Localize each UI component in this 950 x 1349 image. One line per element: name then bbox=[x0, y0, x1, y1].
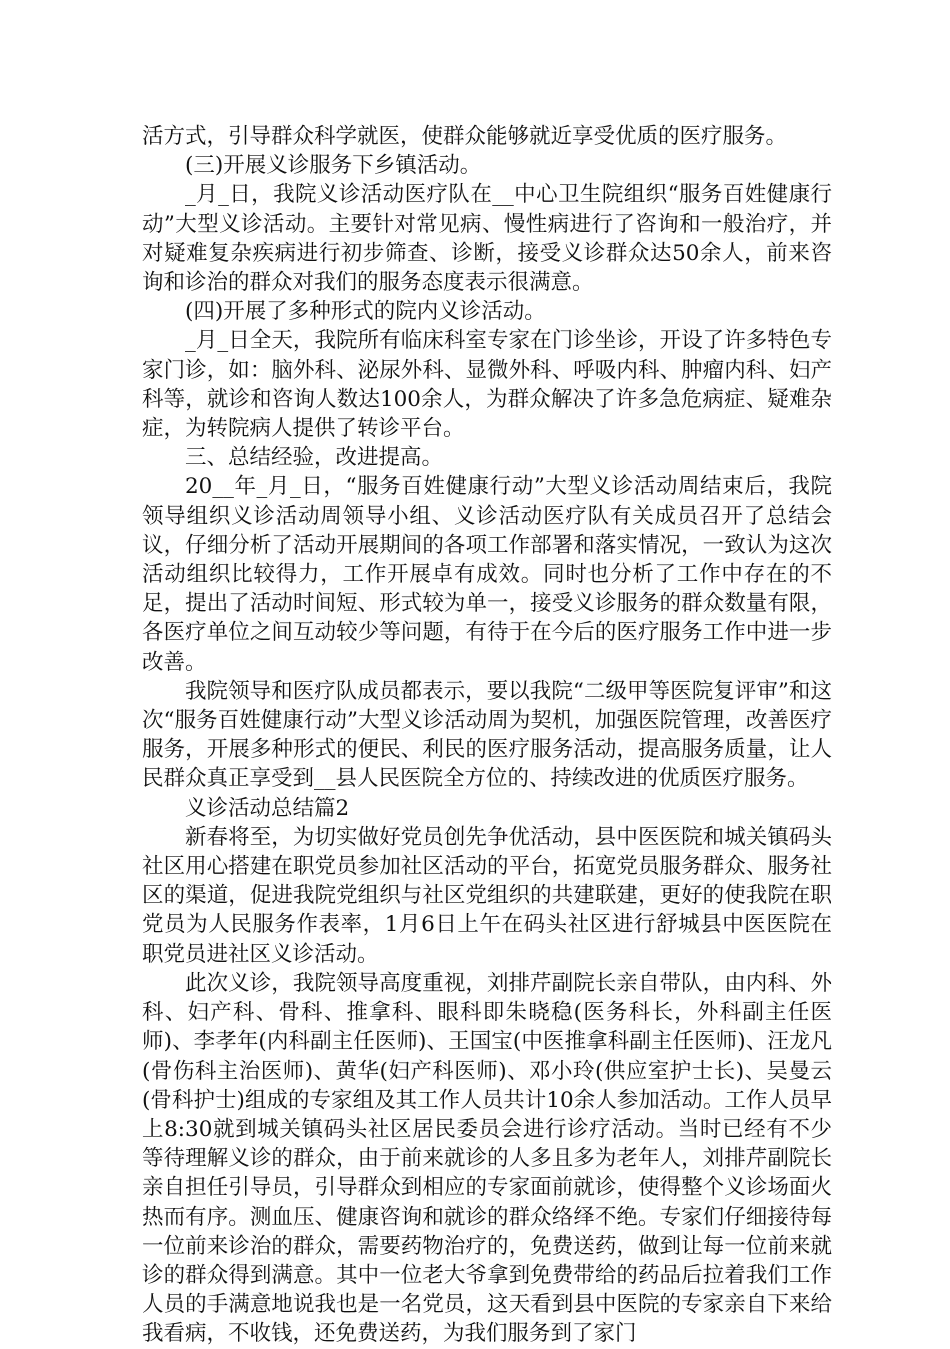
heading-hospital-clinic: (四)开展了多种形式的院内义诊活动。 bbox=[185, 299, 546, 325]
paragraph-continuation: 活方式，引导群众科学就医，使群众能够就近享受优质的医疗服务。 bbox=[142, 124, 788, 149]
document-body bbox=[142, 122, 832, 1349]
paragraph-summary-meeting: 20__年_月_日，“服务百姓健康行动”大型义诊活动周结束后，我院领导组织义诊活动周领导小组、义诊活动医疗队有关成员召开了总结会议，仔细分析了活动开展期间的各项工作部署和落实情况，一致认为这次活动组织比较得力，工作开展卓有成效。同时也分析了工作中存在的不足，提出了活动时间短、形式较为单一，接受义诊服务的群众数量有限，各医疗单位之间互动较少等问题，有待于在今后的医疗服务工作中进一步改善。 bbox=[142, 474, 832, 675]
heading-summary: 三、总结经验，改进提高。 bbox=[185, 445, 444, 471]
paragraph-leadership: 我院领导和医疗队成员都表示，要以我院“二级甲等医院复评审”和这次“服务百姓健康行动”大型义诊活动周为契机，加强医院管理，改善医疗服务，开展多种形式的便民、利民的医疗服务活动，提高服务质量，让人民群众真正享受到__县人民医院全方位的、持续改进的优质医疗服务。 bbox=[142, 678, 832, 792]
paragraph-hospital-clinic: _月_日全天，我院所有临床科室专家在门诊坐诊，开设了许多特色专家门诊，如：脑外科、泌尿外科、显微外科、呼吸内科、肿瘤内科、妇产科等，就诊和咨询人数达100余人，为群众解决了许多急危病症、疑难杂症，为转院病人提供了转诊平台。 bbox=[142, 328, 832, 442]
section-title-part2: 义诊活动总结篇2 bbox=[185, 795, 350, 821]
paragraph-clinic-details: 此次义诊，我院领导高度重视，刘排芹副院长亲自带队，由内科、外科、妇产科、骨科、推拿科、眼科即朱晓稳(医务科长，外科副主任医师)、李孝年(内科副主任医师)、王国宝(中医推拿科副主任医师)、汪龙凡(骨伤科主治医师)、黄华(妇产科医师)、邓小玲(供应室护士长)、吴曼云(骨科护士)组成的专家组及其工作人员共计10余人参加活动。工作人员早上8:30就到城关镇码头社区居民委员会进行诊疗活动。当时已经有不少等待理解义诊的群众，由于前来就诊的人多且多为老年人，刘排芹副院长亲自担任引导员，引导群众到相应的专家面前就诊，使得整个义诊场面火热而有序。测血压、健康咨询和就诊的群众络绎不绝。专家们仔细接待每一位前来诊治的群众，需要药物治疗的，免费送药，做到让每一位前来就诊的群众得到满意。其中一位老大爷拿到免费带给的药品后拉着我们工作人员的手满意地说我也是一名党员，这天看到县中医院的专家亲自下来给我看病，不收钱，还免费送药，为我们服务到了家门 bbox=[142, 970, 832, 1347]
paragraph-new-year: 新春将至，为切实做好党员创先争优活动，县中医医院和城关镇码头社区用心搭建在职党员参加社区活动的平台，拓宽党员服务群众、服务社区的渠道，促进我院党组织与社区党组织的共建联建，更好的使我院在职党员为人民服务作表率，1月6日上午在码头社区进行舒城县中医医院在职党员进社区义诊活动。 bbox=[142, 824, 832, 967]
paragraph-rural-clinic: _月_日，我院义诊活动医疗队在__中心卫生院组织“服务百姓健康行动”大型义诊活动。主要针对常见病、慢性病进行了咨询和一般治疗，并对疑难复杂疾病进行初步筛查、诊断，接受义诊群众达50余人，前来咨询和诊治的群众对我们的服务态度表示很满意。 bbox=[142, 182, 832, 296]
heading-rural-clinic: (三)开展义诊服务下乡镇活动。 bbox=[185, 153, 482, 179]
